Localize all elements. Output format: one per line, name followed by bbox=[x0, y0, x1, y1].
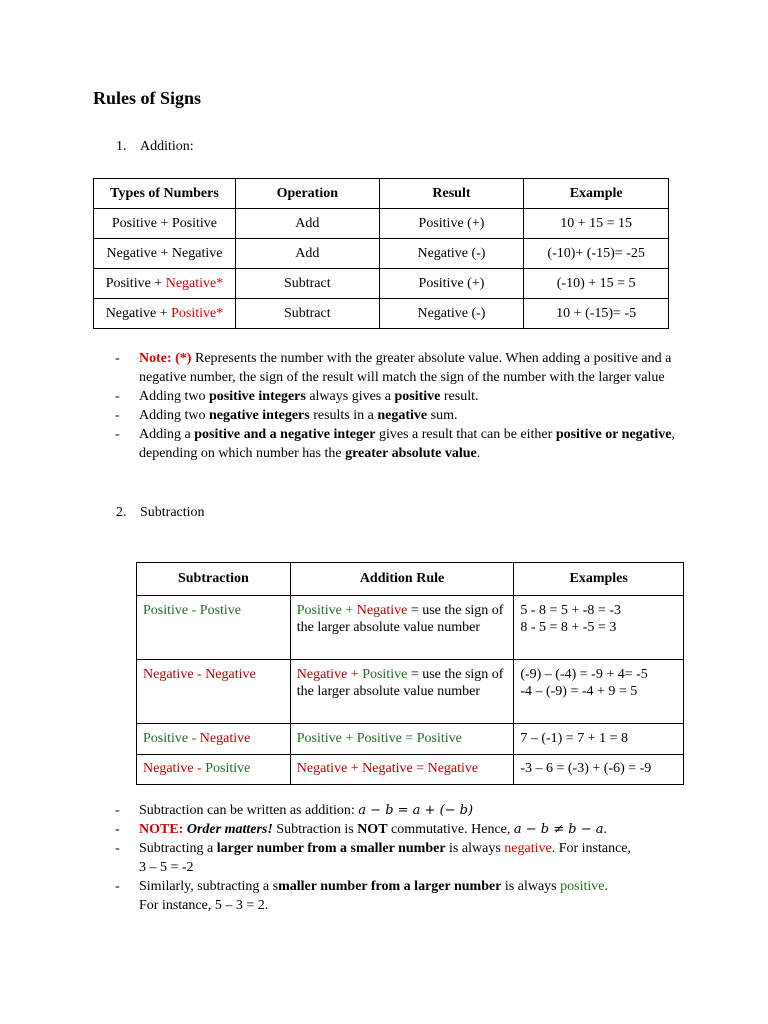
cell-text: Positive + bbox=[105, 275, 166, 291]
table-cell bbox=[94, 269, 236, 299]
cell-text: Negative + Negative = Negative bbox=[296, 761, 479, 776]
text: Subtracting a bbox=[139, 841, 217, 856]
table-row bbox=[94, 239, 669, 269]
table-cell bbox=[290, 660, 514, 724]
cell-text: Negative - Negative bbox=[143, 667, 256, 682]
section-label: Subtraction bbox=[140, 505, 205, 520]
addition-notes bbox=[115, 349, 679, 463]
table-cell: Subtract bbox=[235, 299, 379, 329]
cell-text: - bbox=[193, 761, 206, 776]
text: Subtraction can be written as addition: bbox=[139, 803, 359, 818]
bold-text: maller number from a larger number bbox=[278, 879, 502, 894]
text: . bbox=[603, 822, 607, 837]
cell-text: Negative bbox=[356, 603, 408, 618]
bold-text: greater absolute value bbox=[345, 446, 477, 461]
colored-text: negative bbox=[504, 841, 552, 856]
table-cell bbox=[137, 596, 291, 660]
note-label: NOTE: bbox=[139, 822, 184, 837]
cell-text: - bbox=[188, 730, 200, 746]
table-header: Types of Numbers bbox=[94, 179, 236, 209]
bullet-dash: - bbox=[115, 822, 120, 837]
page-title: Rules of Signs bbox=[93, 88, 202, 108]
table-header: Example bbox=[524, 179, 669, 209]
list-item bbox=[115, 349, 679, 387]
text: sum. bbox=[427, 408, 458, 423]
text: Adding two bbox=[139, 389, 209, 404]
text-line: For instance, 5 – 3 = 2. bbox=[139, 898, 269, 913]
cell-text: Negative + Negative bbox=[106, 245, 223, 261]
table-header: Operation bbox=[235, 179, 379, 209]
text: result. bbox=[440, 389, 479, 404]
table-cell: Positive (+) bbox=[379, 269, 524, 299]
table-row bbox=[137, 755, 684, 785]
section-heading-subtraction bbox=[116, 505, 205, 521]
note-text: Represents the number with the greater absolute value. When adding a positive and a negative number, the sign of the result will match the sign of the number with the larger value bbox=[139, 351, 672, 385]
bold-text: negative integers bbox=[209, 408, 310, 423]
table-header: Addition Rule bbox=[290, 563, 514, 596]
text: Subtraction is bbox=[272, 822, 358, 837]
table-cell: 10 + 15 = 15 bbox=[524, 209, 669, 239]
text: gives a result that can be either bbox=[375, 427, 556, 442]
subtraction-notes bbox=[115, 801, 679, 915]
example-line: -3 – 6 = (-3) + (-6) = -9 bbox=[520, 761, 652, 776]
table-header-row bbox=[94, 179, 669, 209]
table-cell bbox=[137, 724, 291, 755]
table-row bbox=[94, 299, 669, 329]
text: . bbox=[476, 446, 481, 461]
table-cell bbox=[94, 209, 236, 239]
table-row bbox=[137, 660, 684, 724]
bold-text: positive or negative bbox=[555, 427, 672, 442]
table-cell bbox=[94, 299, 236, 329]
bullet-dash: - bbox=[115, 879, 120, 894]
table-cell bbox=[290, 755, 514, 785]
bold-text: negative bbox=[377, 408, 428, 423]
text: is always bbox=[501, 879, 561, 894]
cell-text: Positive bbox=[362, 667, 408, 682]
cell-text: + bbox=[347, 667, 363, 682]
bold-text: positive integers bbox=[209, 389, 306, 404]
table-cell: (-10) + 15 = 5 bbox=[524, 269, 669, 299]
text: always gives a bbox=[305, 389, 395, 404]
cell-text: Positive bbox=[205, 761, 251, 776]
cell-text: Positive bbox=[143, 730, 189, 746]
list-item bbox=[115, 839, 679, 877]
cell-text: Positive + Positive bbox=[111, 215, 218, 231]
table-header-row bbox=[137, 563, 684, 596]
bullet-dash: - bbox=[115, 351, 120, 366]
table-row bbox=[137, 724, 684, 755]
subtraction-table bbox=[136, 562, 684, 785]
example-line: (-9) – (-4) = -9 + 4= -5 bbox=[520, 667, 648, 682]
cell-text: Negative bbox=[199, 730, 251, 746]
text: is always bbox=[445, 841, 505, 856]
bold-text: NOT bbox=[357, 822, 388, 837]
table-cell bbox=[290, 724, 514, 755]
cell-text: + bbox=[341, 603, 357, 618]
cell-text: = use the sign of the larger absolute value number bbox=[296, 667, 504, 699]
math-expression: a − b = a + (− b) bbox=[358, 803, 474, 818]
table-cell: Add bbox=[235, 239, 379, 269]
table-cell bbox=[137, 755, 291, 785]
cell-text: Positive - Postive bbox=[143, 603, 242, 618]
bullet-dash: - bbox=[115, 389, 120, 404]
table-cell: Negative (-) bbox=[379, 239, 524, 269]
table-cell bbox=[514, 755, 684, 785]
table-cell: Add bbox=[235, 209, 379, 239]
example-line: 8 - 5 = 8 + -5 = 3 bbox=[520, 620, 617, 635]
table-cell bbox=[514, 596, 684, 660]
equation-line: 3 – 5 = -2 bbox=[139, 860, 194, 875]
cell-text: Negative bbox=[296, 667, 348, 682]
table-row bbox=[137, 596, 684, 660]
table-cell: Subtract bbox=[235, 269, 379, 299]
bold-text: larger number from a smaller number bbox=[216, 841, 446, 856]
bullet-dash: - bbox=[115, 427, 120, 442]
addition-table bbox=[93, 178, 669, 329]
bold-text: positive and a negative integer bbox=[194, 427, 376, 442]
cell-text: Negative + bbox=[105, 305, 172, 321]
cell-text: Positive bbox=[296, 603, 342, 618]
example-line: 5 - 8 = 5 + -8 = -3 bbox=[520, 603, 621, 618]
table-cell: 10 + (-15)= -5 bbox=[524, 299, 669, 329]
table-row bbox=[94, 269, 669, 299]
bold-text: positive bbox=[394, 389, 441, 404]
list-item bbox=[115, 406, 679, 425]
italic-text: Order matters! bbox=[183, 822, 273, 837]
section-heading-addition bbox=[116, 139, 194, 155]
text: results in a bbox=[309, 408, 378, 423]
list-item bbox=[115, 877, 679, 915]
table-cell: Positive (+) bbox=[379, 209, 524, 239]
cell-text: Negative bbox=[143, 761, 194, 776]
table-header: Subtraction bbox=[137, 563, 291, 596]
table-cell bbox=[94, 239, 236, 269]
colored-text: positive bbox=[560, 879, 605, 894]
cell-text-highlight: Positive* bbox=[171, 305, 224, 321]
cell-text: = use the sign of the larger absolute value number bbox=[296, 603, 504, 635]
math-expression: a − b ≠ b − a bbox=[513, 822, 604, 837]
section-number: 2. bbox=[116, 505, 127, 520]
section-label: Addition: bbox=[140, 139, 194, 154]
table-cell: Negative (-) bbox=[379, 299, 524, 329]
example-line: -4 – (-9) = -4 + 9 = 5 bbox=[520, 684, 638, 699]
bullet-dash: - bbox=[115, 408, 120, 423]
text: commutative. Hence, bbox=[387, 822, 514, 837]
table-row bbox=[94, 209, 669, 239]
example-line: 7 – (-1) = 7 + 1 = 8 bbox=[520, 730, 628, 746]
note-label: Note: (*) bbox=[139, 351, 192, 366]
text: , depending on which number has the bbox=[139, 427, 679, 461]
bullet-dash: - bbox=[115, 803, 120, 818]
list-item bbox=[115, 801, 679, 820]
table-cell bbox=[514, 660, 684, 724]
list-item bbox=[115, 820, 679, 839]
table-cell: (-10)+ (-15)= -25 bbox=[524, 239, 669, 269]
table-header: Examples bbox=[514, 563, 684, 596]
text: . bbox=[604, 879, 608, 894]
text: . For instance, bbox=[551, 841, 632, 856]
table-cell bbox=[514, 724, 684, 755]
table-header: Result bbox=[379, 179, 524, 209]
text: Adding two bbox=[139, 408, 209, 423]
cell-text: Positive + Positive = Positive bbox=[296, 730, 462, 746]
table-cell bbox=[137, 660, 291, 724]
section-number: 1. bbox=[116, 139, 127, 154]
bullet-dash: - bbox=[115, 841, 120, 856]
cell-text-highlight: Negative* bbox=[165, 275, 224, 291]
list-item bbox=[115, 387, 679, 406]
text: Similarly, subtracting a s bbox=[139, 879, 279, 894]
table-cell bbox=[290, 596, 514, 660]
text: Adding a bbox=[139, 427, 195, 442]
list-item bbox=[115, 425, 679, 463]
